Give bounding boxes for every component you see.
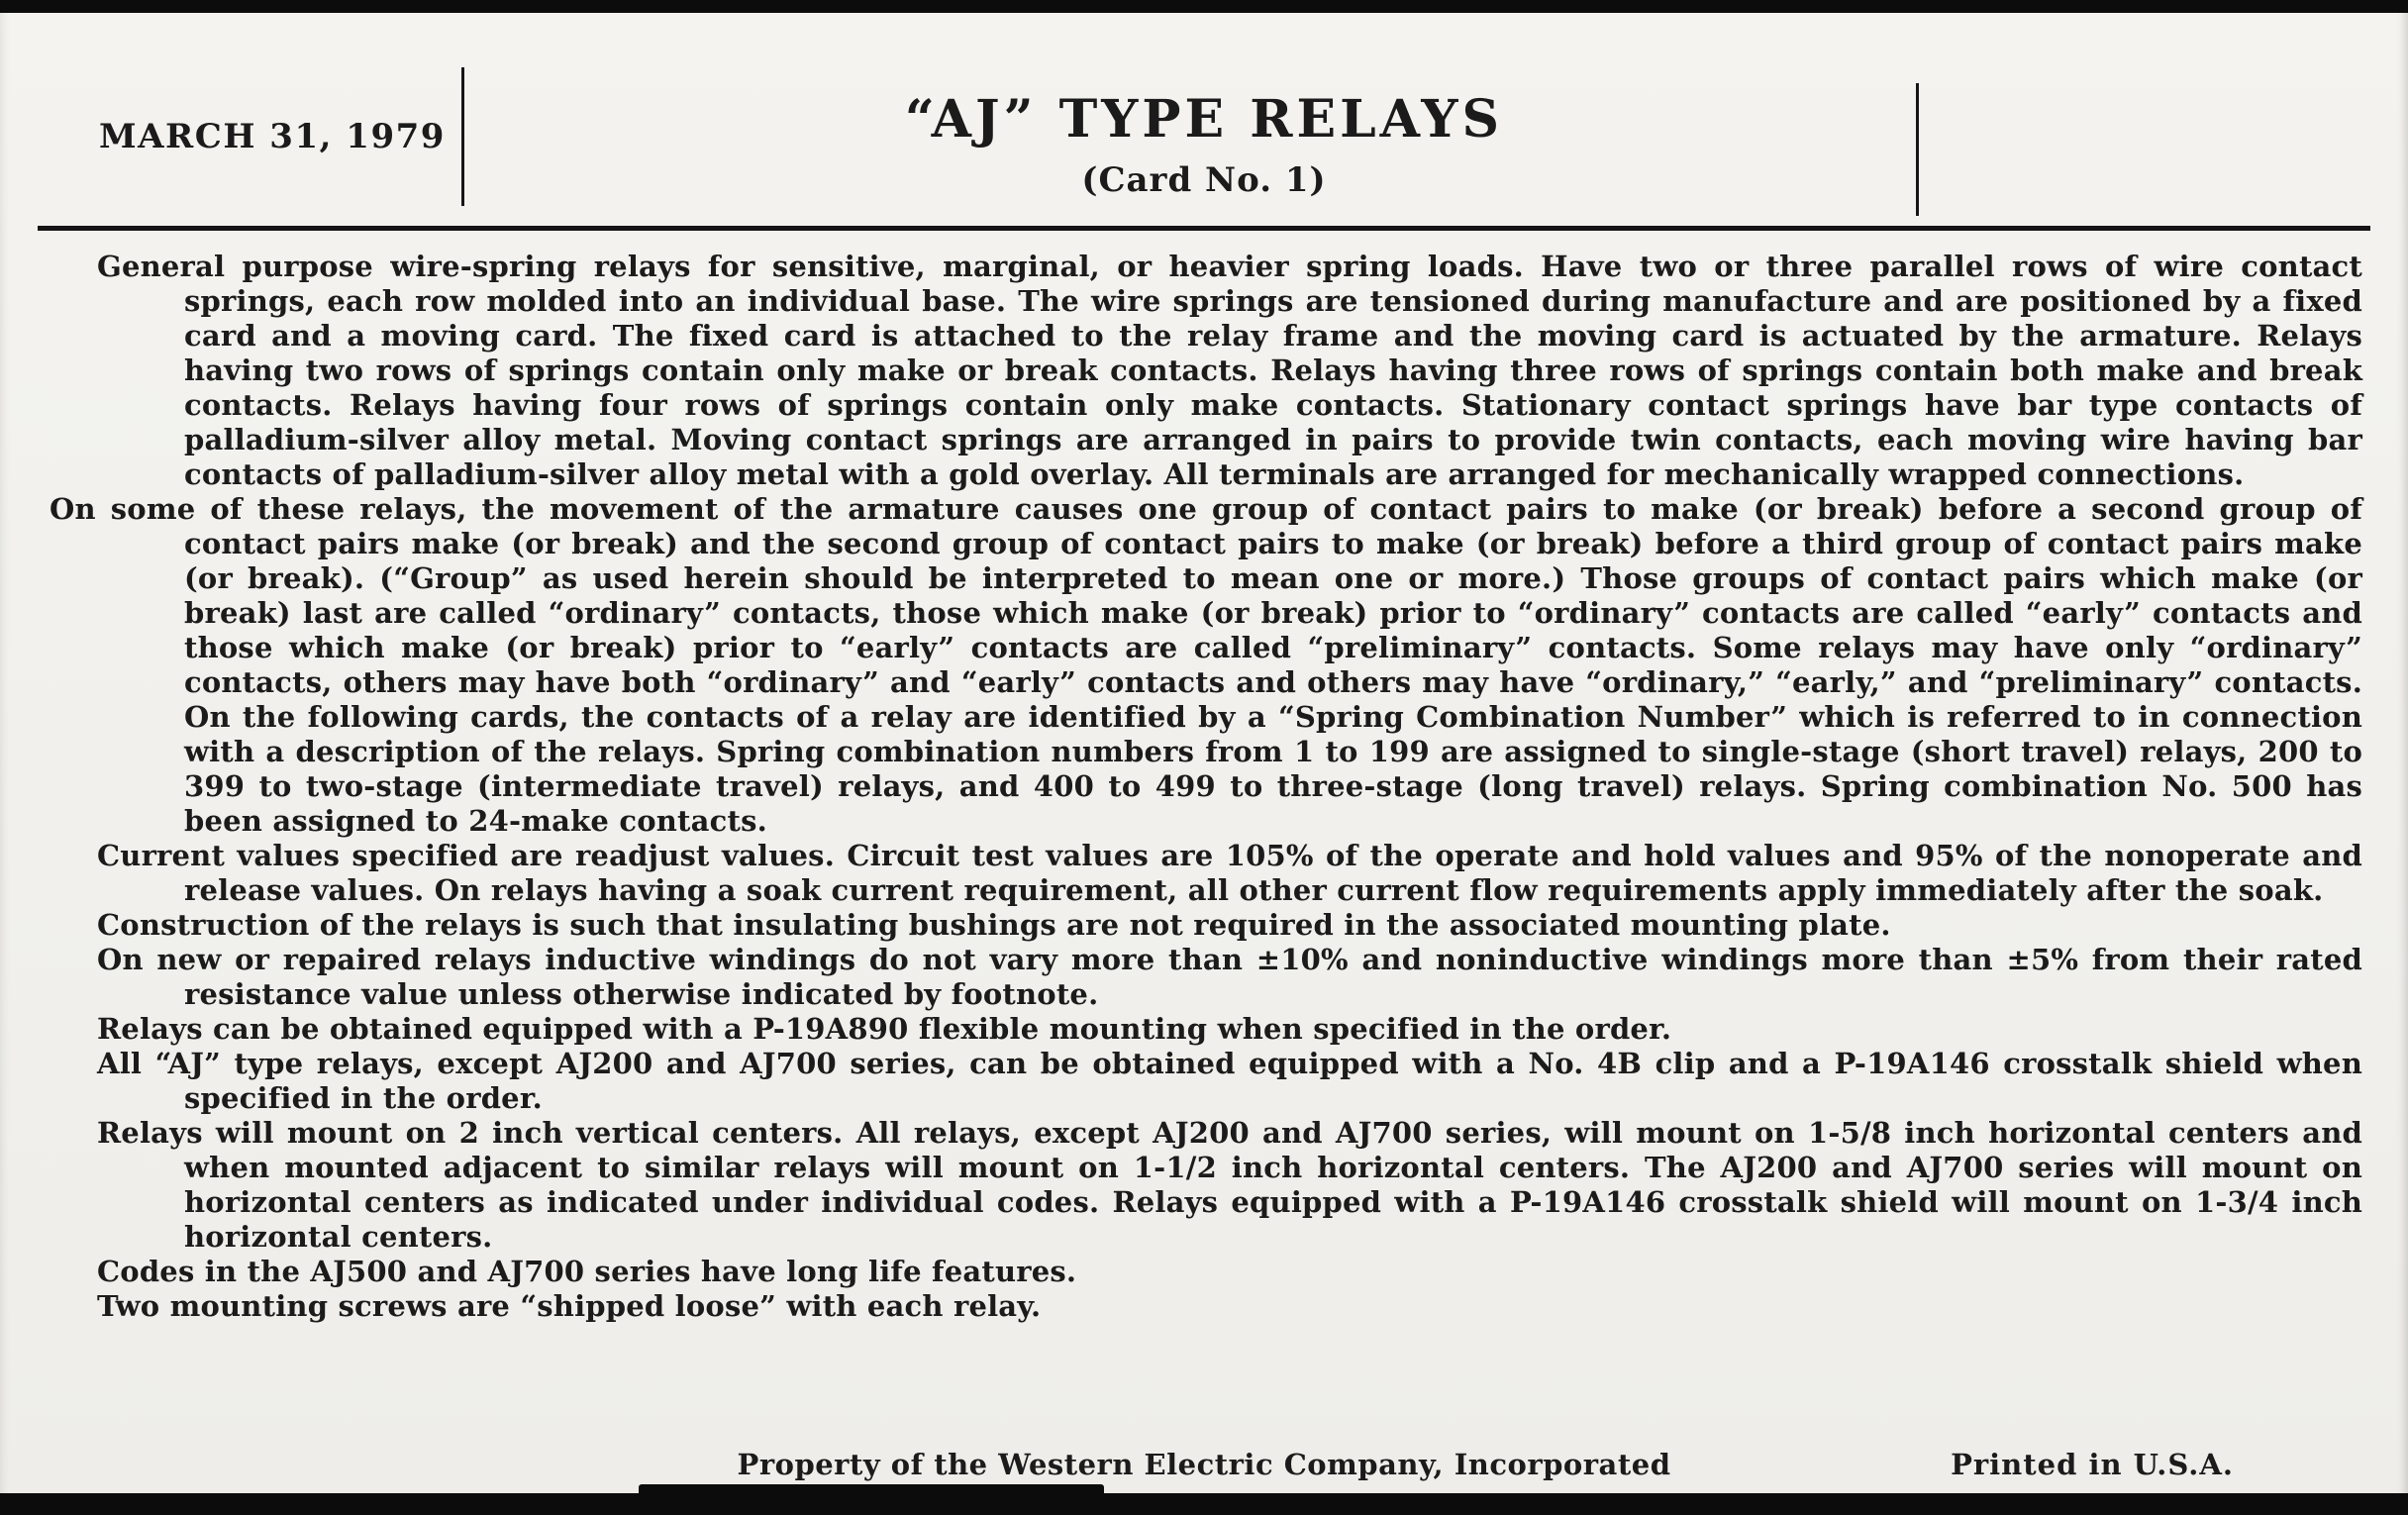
document-title: “AJ” TYPE RELAYS — [904, 89, 1504, 150]
footer-property-notice: Property of the Western Electric Company, Incorporated — [737, 1448, 1671, 1481]
header-date: MARCH 31, 1979 — [99, 117, 446, 156]
body-paragraph: Relays can be obtained equipped with a P-19A890 flexible mounting when specified in the order. — [97, 1012, 1672, 1046]
body-paragraph: Codes in the AJ500 and AJ700 series have long life features. — [97, 1255, 1077, 1288]
body-paragraph: On some of these relays, the movement of the armature causes one group of contact pairs to make (or break) before a second group of contact pairs make (or break) and the second group of contact pairs to make (or break) before a third group of contact pairs make (or break). (“Group” as used herein should be interpreted to mean one or more.) Those groups of contact pairs which make (or break) last are called “ordinary” contacts, those which make (or break) prior to “ordinary” contacts are called “early” contacts and those which make (or break) prior to “early” contacts are called “preliminary” contacts. Some relays may have only “ordinary” contacts, others may have both “ordinary” and “early” contacts and others may have “ordinary,” “early,” and “preliminary” contacts. On the following cards, the contacts of a relay are identified by a “Spring Combination Number” which is referred to in connection with a description of the relays. Spring combination numbers from 1 to 199 are assigned to single-stage (short travel) relays, 200 to 399 to two-stage (intermediate travel) relays, and 400 to 499 to three-stage (long travel) relays. Spring combination No. 500 has been assigned to 24-make contacts. — [50, 492, 2362, 838]
body-paragraph: Two mounting screws are “shipped loose” with each relay. — [97, 1289, 1042, 1323]
header-divider-right — [1916, 83, 1919, 216]
document-subtitle: (Card No. 1) — [1081, 160, 1327, 200]
document-body — [50, 250, 2362, 1324]
footer-printed-in-usa: Printed in U.S.A. — [1951, 1448, 2234, 1481]
body-paragraph: Construction of the relays is such that insulating bushings are not required in the associated mounting plate. — [97, 908, 1891, 942]
header-rule — [38, 226, 2370, 231]
body-paragraph: On new or repaired relays inductive windings do not vary more than ±10% and noninductive windings more than ±5% from their rated resistance value unless otherwise indicated by footnote. — [97, 943, 2362, 1011]
body-paragraph: General purpose wire-spring relays for sensitive, marginal, or heavier spring loads. Have two or three parallel rows of wire contact springs, each row molded into an individual base. The wire springs are tensioned during manufacture and are positioned by a fixed card and a moving card. The fixed card is attached to the relay frame and the moving card is actuated by the armature. Relays having two rows of springs contain only make or break contacts. Relays having three rows of springs contain both make and break contacts. Relays having four rows of springs contain only make contacts. Stationary contact springs have bar type contacts of palladium-silver alloy metal. Moving contact springs are arranged in pairs to provide twin contacts, each moving wire having bar contacts of palladium-silver alloy metal with a gold overlay. All terminals are arranged for mechanically wrapped connections. — [97, 250, 2362, 491]
document-header — [0, 0, 2408, 238]
body-paragraph: Relays will mount on 2 inch vertical centers. All relays, except AJ200 and AJ700 series, will mount on 1-5/8 inch horizontal centers and when mounted adjacent to similar relays will mount on 1-1/2 inch horizontal centers. The AJ200 and AJ700 series will mount on horizontal centers as indicated under individual codes. Relays equipped with a P-19A146 crosstalk shield will mount on 1-3/4 inch horizontal centers. — [97, 1116, 2362, 1254]
scan-edge-bottom — [0, 1493, 2408, 1515]
body-paragraph: Current values specified are readjust values. Circuit test values are 105% of the operate and hold values and 95% of the nonoperate and release values. On relays having a soak current requirement, all other current flow requirements apply immediately after the soak. — [97, 839, 2362, 907]
body-paragraph: All “AJ” type relays, except AJ200 and AJ700 series, can be obtained equipped with a No. 4B clip and a P-19A146 crosstalk shield when specified in the order. — [97, 1047, 2362, 1115]
